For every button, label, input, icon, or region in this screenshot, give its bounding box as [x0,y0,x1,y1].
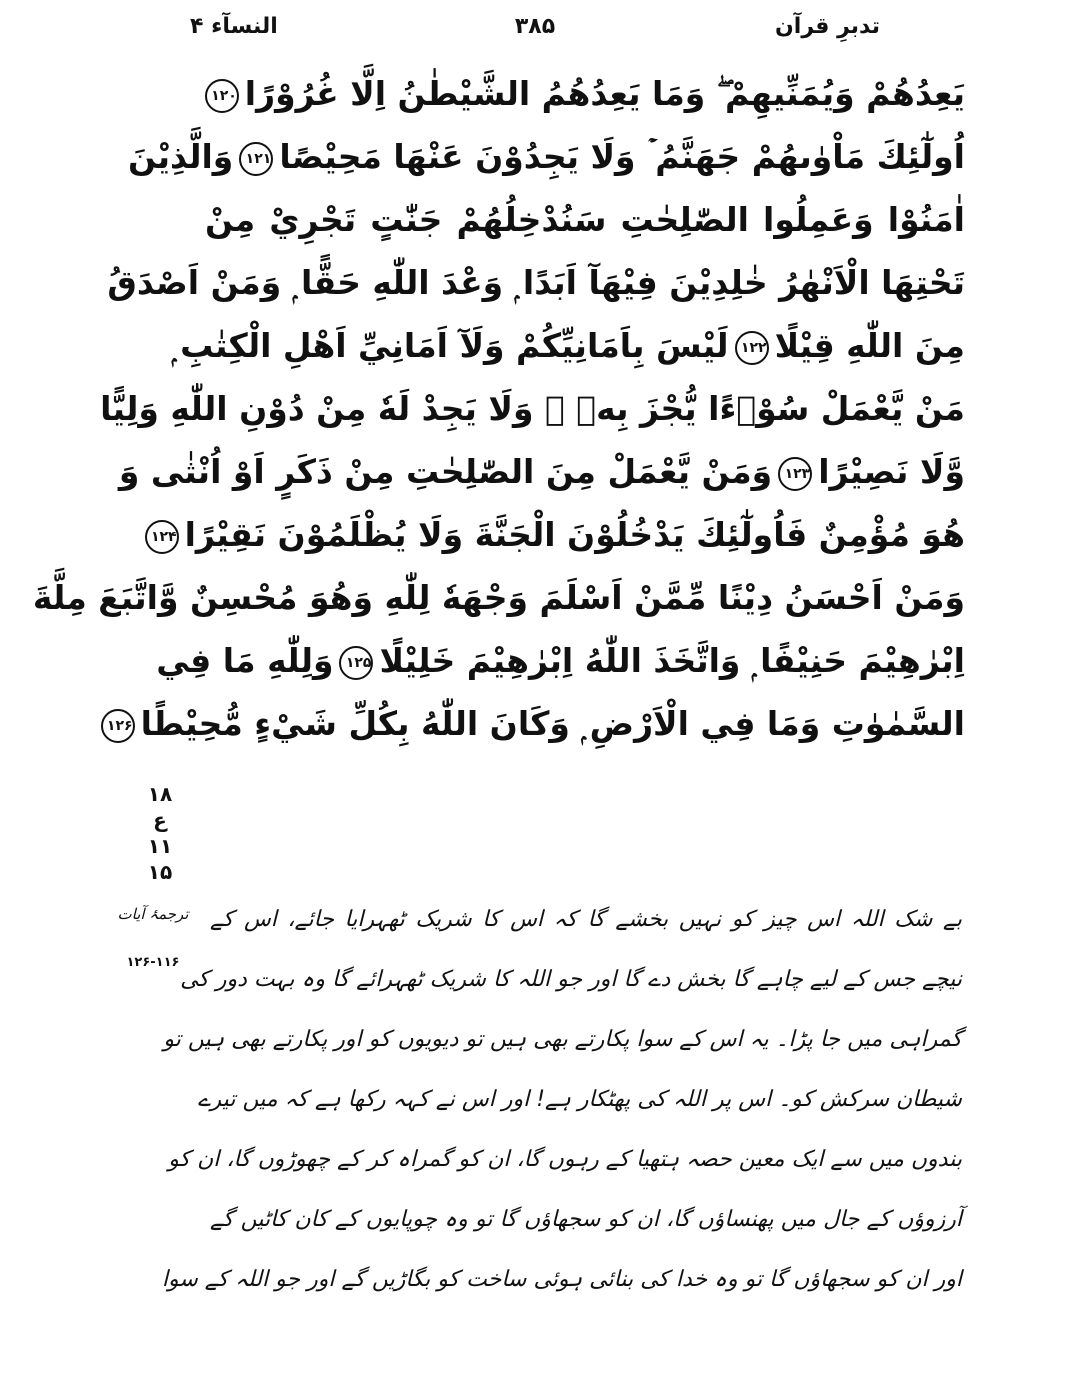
verse-number-marker: ۱۲۳ [778,457,812,491]
translation-line: بندوں میں سے ایک معین حصہ ہتھیا کے رہوں گا، ان کو گمراہ کر کے چھوڑوں گا، ان کو [168,1147,962,1172]
arabic-text-block [32,62,965,755]
arabic-line [107,251,965,314]
arabic-line [106,692,965,755]
translation-line: اور ان کو سجھاؤں گا تو وہ خدا کی بنائی ہوئی ساخت کو بگاڑیں گے اور جو اللہ کے سوا [161,1267,962,1292]
arabic-line-text: مَنْ يَّعْمَلْ سُوْۗءًا يُّجْزَ بِهٖ ۙ وَلَا يَجِدْ لَهٗ مِنْ دُوْنِ اللّٰهِ وَلِيًّا [100,389,965,428]
verse-number-marker: ۱۲۵ [339,646,373,680]
arabic-line-text: هُوَ مُؤْمِنٌ فَاُولٰٓئِكَ يَدْخُلُوْنَ الْجَنَّةَ وَلَا يُظْلَمُوْنَ نَقِيْرًا [184,515,965,554]
arabic-line [150,503,965,566]
page-number: ۳۸۵ [514,14,556,39]
arabic-line [32,566,965,629]
arabic-line-continuation: وَالَّذِيْنَ [127,137,234,176]
arabic-line [205,62,965,125]
translation-line: بے شک اللہ اس چیز کو نہیں بخشے گا کہ اس کا شریک ٹھہرایا جائے، اس کے [210,907,962,932]
translation-line: آرزوؤں کے جال میں پھنساؤں گا، ان کو سجھاؤں گا تو وہ چوپایوں کے کان کاٹیں گے [210,1207,962,1232]
arabic-line-text: اٰمَنُوْا وَعَمِلُوا الصّٰلِحٰتِ سَنُدْخِلُهُمْ جَنّٰتٍ تَجْرِيْ مِنْ [205,200,965,239]
arabic-line-continuation: وَلِلّٰهِ مَا فِي [156,641,334,680]
arabic-line-continuation: وَمَنْ يَّعْمَلْ مِنَ الصّٰلِحٰتِ مِنْ ذَكَرٍ اَوْ اُنْثٰى وَ [118,452,773,491]
verse-number-marker: ۱۲۱ [239,142,273,176]
arabic-line-text: يَعِدُهُمْ وَيُمَنِّيهِمْ ۖ وَمَا يَعِدُهُمُ الشَّيْطٰنُ اِلَّا غُرُوْرًا [244,74,965,113]
book-title: تدبرِ قرآن [775,14,880,39]
arabic-line-text: اِبْرٰهِيْمَ حَنِيْفًا ۭ وَاتَّخَذَ اللّٰهُ اِبْرٰهِيْمَ خَلِيْلًا [379,641,965,680]
arabic-line [205,188,965,251]
translation-side-title: ترجمۂ آیات [117,905,189,923]
arabic-line-text: وَمَنْ اَحْسَنُ دِيْنًا مِّمَّنْ اَسْلَمَ وَجْهَهٗ لِلّٰهِ وَهُوَ مُحْسِنٌ وَّاتَّبَعَ مِلَّةَ [32,578,965,617]
verse-number-marker: ۱۲۲ [735,331,769,365]
ruku-letter: ع [153,808,167,832]
arabic-line [118,440,965,503]
ruku-marker [140,782,180,886]
urdu-translation-block [161,890,962,1310]
arabic-line [100,377,965,440]
ruku-count: ۱۱ [147,834,173,858]
ruku-number: ۱۸ [147,782,173,806]
surah-label: النسآء ۴ [190,14,278,39]
verse-range: ۱۲۶-۱۱۶ [126,955,180,970]
arabic-line-text: مِنَ اللّٰهِ قِيْلًا [774,326,965,365]
arabic-line-text: تَحْتِهَا الْاَنْهٰرُ خٰلِدِيْنَ فِيْهَآ اَبَدًا ۭ وَعْدَ اللّٰهِ حَقًّا ۭ وَمَنْ اَصْدَقُ [107,263,965,302]
translation-line: نیچے جس کے لیے چاہے گا بخش دے گا اور جو اللہ کا شریک ٹھہرائے گا وہ بہت دور کی [180,967,962,992]
arabic-line-continuation: لَيْسَ بِاَمَانِيِّكُمْ وَلَآ اَمَانِيِّ اَهْلِ الْكِتٰبِ ۭ [171,326,729,365]
arabic-line [171,314,965,377]
verse-number-marker: ۱۲۶ [101,709,135,743]
ruku-total: ۱۵ [147,860,173,884]
arabic-line-text: وَّلَا نَصِيْرًا [818,452,965,491]
verse-number-marker: ۱۲۰ [205,79,239,113]
arabic-line-text: السَّمٰوٰتِ وَمَا فِي الْاَرْضِ ۭ وَكَانَ اللّٰهُ بِكُلِّ شَيْءٍ مُّحِيْطًا [140,704,965,743]
translation-line: گمراہی میں جا پڑا۔ یہ اس کے سوا پکارتے بھی ہیں تو دیویوں کو اور پکارتے بھی ہیں تو [163,1027,962,1052]
verse-number-marker: ۱۲۴ [145,520,179,554]
arabic-line-text: اُولٰٓئِكَ مَاْوٰىهُمْ جَهَنَّمُ ۡ وَلَا يَجِدُوْنَ عَنْهَا مَحِيْصًا [279,137,965,176]
page-header [190,14,880,48]
arabic-line [156,629,965,692]
translation-line: شیطان سرکش کو۔ اس پر اللہ کی پھٹکار ہے! اور اس نے کہہ رکھا ہے کہ میں تیرے [197,1087,962,1112]
arabic-line [127,125,965,188]
